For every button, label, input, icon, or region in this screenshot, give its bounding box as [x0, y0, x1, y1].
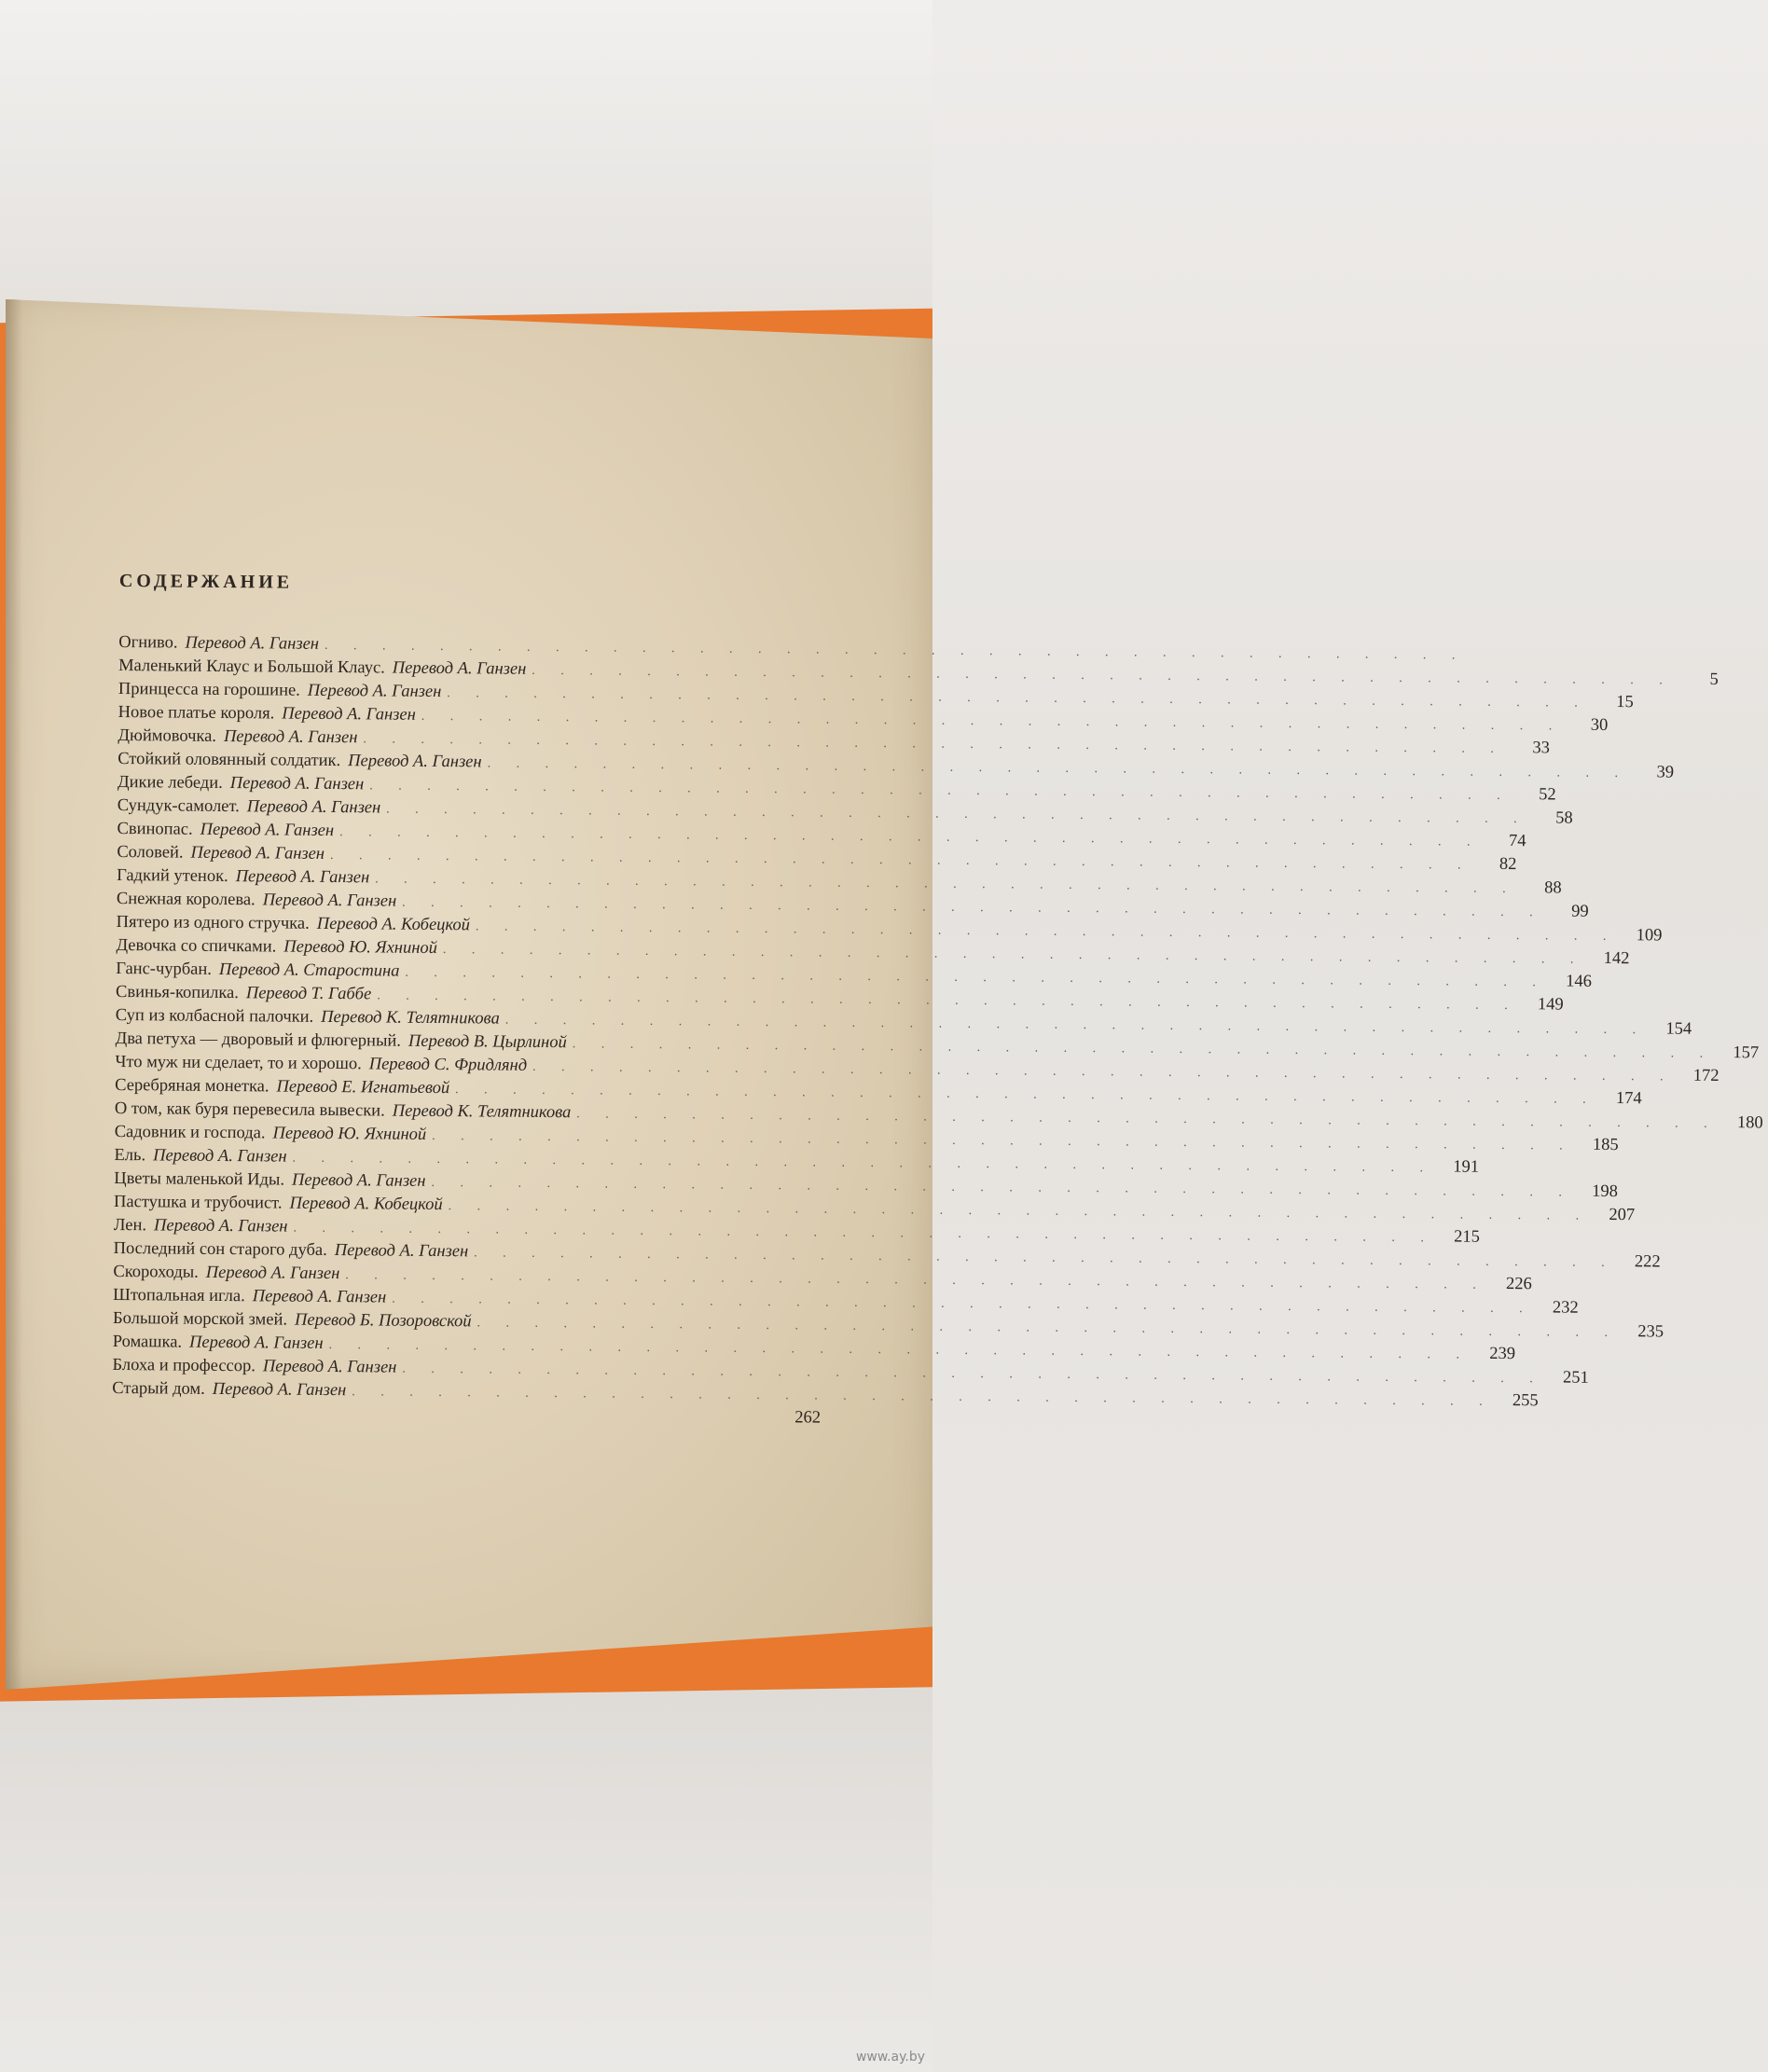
- toc-entry-title: Цветы маленькой Иды.: [114, 1168, 285, 1190]
- toc-entry-translator: Перевод К. Телятникова: [392, 1101, 572, 1123]
- table-surface-top: [0, 0, 932, 336]
- toc-entry-translator: Перевод А. Ганзен: [185, 633, 320, 654]
- toc-entry-title: Пастушка и трубочист.: [114, 1192, 283, 1213]
- toc-leader-dots: . . . . . . . . . . . . . . . . . . . . . . . . . . . . . . . . . . . . . . . .: [504, 1013, 1648, 1038]
- toc-entry-page: 255: [1512, 1391, 1539, 1411]
- toc-entry-translator: Перевод А. Ганзен: [229, 774, 365, 794]
- toc-entry-page: 74: [1508, 832, 1526, 851]
- toc-entry-title: Садовник и господа.: [114, 1122, 266, 1143]
- toc-entry-translator: Перевод А. Ганзен: [153, 1146, 287, 1167]
- toc-leader-dots: . . . . . . . . . . . . . . . . . . . . . . . . . . . . . . . . . . . . . . . .: [375, 872, 1517, 897]
- toc-entry-translator: Перевод А. Старостина: [218, 960, 400, 981]
- toc-leader-dots: . . . . . . . . . . . . . . . . . . . . . . . . . . . . . . . . . . . . . . . .: [339, 825, 1482, 850]
- toc-entry-title: Соловей.: [117, 842, 184, 863]
- toc-leader-dots: . . . . . . . . . . . . . . . . . . . . . . . . . . . . . . . . . . . . . . . .: [475, 919, 1618, 945]
- toc-entry-title: Пятеро из одного стручка.: [116, 912, 310, 933]
- toc-entry-title: Блоха и профессор.: [112, 1355, 256, 1376]
- toc-entry-title: Серебряная монетка.: [115, 1075, 269, 1097]
- watermark: www.ay.by: [855, 2050, 925, 2065]
- table-of-contents: [112, 571, 1763, 1432]
- toc-entry-title: Суп из колбасной палочки.: [115, 1005, 314, 1027]
- toc-entry-page: 232: [1552, 1298, 1579, 1318]
- toc-leader-dots: . . . . . . . . . . . . . . . . . . . . . . . . . . . . . . . . . . . . . . . .: [474, 1246, 1616, 1271]
- toc-entry-translator: Перевод В. Цырлиной: [407, 1031, 567, 1053]
- toc-entry-page: 235: [1637, 1322, 1664, 1342]
- toc-leader-dots: . . . . . . . . . . . . . . . . . . . . . . . . . . . . . . . . . . . . . . . .: [532, 663, 1674, 688]
- toc-entry-translator: Перевод А. Ганзен: [262, 891, 397, 911]
- toc-leader-dots: . . . . . . . . . . . . . . . . . . . . . . . . . . . . . . . . . . . . . . . .: [576, 1107, 1719, 1131]
- toc-entry-title: Сундук-самолет.: [117, 795, 240, 817]
- toc-entry-title: Новое платье короля.: [117, 702, 275, 724]
- toc-leader-dots: . . . . . . . . . . . . . . . . . . . . . . . . . . . . . . . . . . . . . . . .: [386, 802, 1528, 827]
- toc-entry-translator: Перевод Е. Игнатьевой: [276, 1077, 450, 1098]
- toc-leader-dots: . . . . . . . . . . . . . . . . . . . . . . . . . . . . . . . . . . . . . . . .: [402, 1361, 1544, 1387]
- toc-leader-dots: . . . . . . . . . . . . . . . . . . . . . . . . . . . . . . . . . . . . . . . .: [392, 1292, 1534, 1317]
- toc-entry-page: 30: [1590, 715, 1609, 735]
- toc-entry-translator: Перевод А. Ганзен: [291, 1170, 426, 1191]
- toc-entry-page: 185: [1592, 1135, 1619, 1155]
- toc-entry-title: Принцесса на горошине.: [117, 679, 300, 700]
- toc-entry-title: Лен.: [113, 1215, 147, 1236]
- toc-entry-translator: Перевод А. Ганзен: [153, 1216, 288, 1236]
- toc-entry-translator: Перевод А. Ганзен: [334, 1241, 469, 1262]
- toc-entry-title: Дикие лебеди.: [117, 772, 223, 793]
- toc-entry-page: 5: [1709, 670, 1719, 689]
- toc-entry-translator: Перевод Ю. Яхниной: [283, 937, 438, 958]
- toc-entry-translator: Перевод А. Ганзен: [212, 1379, 347, 1401]
- toc-entry-title: Девочка со спичками.: [116, 935, 277, 957]
- toc-entry-page: 222: [1634, 1252, 1661, 1272]
- toc-leader-dots: [125, 1416, 776, 1422]
- toc-leader-dots: . . . . . . . . . . . . . . . . . . . . . . . . . . . . . . . . . . . . . . . .: [363, 732, 1505, 756]
- toc-entry-title: Огниво.: [118, 632, 178, 653]
- toc-leader-dots: . . . . . . . . . . . . . . . . . . . . . . . . . . . . . . . . . . . . . . . .: [432, 1128, 1574, 1153]
- toc-entry-page: 33: [1532, 739, 1550, 758]
- toc-entry-page: 146: [1566, 972, 1593, 991]
- toc-entry-page: 88: [1544, 878, 1562, 898]
- toc-leader-dots: . . . . . . . . . . . . . . . . . . . . . . . . . . . . . . . . . . . . . . . .: [405, 965, 1547, 990]
- toc-entry-translator: Перевод А. Ганзен: [262, 1357, 397, 1377]
- toc-entry-page: 174: [1615, 1089, 1642, 1109]
- toc-entry-page: 172: [1692, 1066, 1720, 1085]
- toc-entry-title: О том, как буря перевесила вывески.: [114, 1098, 385, 1121]
- toc-entry-translator: Перевод А. Ганзен: [205, 1263, 340, 1284]
- toc-entry-title: Гадкий утенок.: [117, 865, 228, 887]
- toc-entry-translator: Перевод А. Ганзен: [190, 843, 325, 863]
- toc-entry-page: 109: [1636, 926, 1663, 946]
- toc-leader-dots: . . . . . . . . . . . . . . . . . . . . . . . . . . . . . . . . . . . . . . . .: [328, 1337, 1471, 1362]
- toc-entry-translator: Перевод Ю. Яхниной: [272, 1124, 427, 1144]
- toc-entry-translator: Перевод А. Ганзен: [307, 681, 442, 702]
- table-surface-bottom: [0, 1669, 932, 2072]
- toc-entry-translator: Перевод Т. Габбе: [245, 984, 372, 1004]
- toc-entry-title: Два петуха — дворовый и флюгерный.: [115, 1029, 402, 1051]
- toc-leader-dots: . . . . . . . . . . . . . . . . . . . . . . . . . . . . . . . . . . . . . . . .: [431, 1175, 1574, 1200]
- toc-leader-dots: . . . . . . . . . . . . . . . . . . . . . . . . . . . . . . . . . . . . . . . .: [447, 686, 1589, 711]
- toc-list: [112, 632, 1763, 1432]
- toc-leader-dots: . . . . . . . . . . . . . . . . . . . . . . . . . . . . . . . . . . . . . . . .: [402, 895, 1544, 920]
- toc-entry-page: 191: [1453, 1157, 1480, 1177]
- toc-entry-translator: Перевод А. Ганзен: [246, 797, 381, 818]
- toc-entry-title: Дюймовочка.: [117, 725, 217, 746]
- toc-entry-page: 207: [1609, 1205, 1636, 1225]
- toc-entry-translator: Перевод А. Кобецкой: [316, 914, 471, 935]
- toc-entry-page: 52: [1539, 785, 1556, 805]
- toc-entry-title: Свинья-копилка.: [115, 982, 239, 1003]
- toc-entry-translator: Перевод А. Ганзен: [189, 1333, 324, 1353]
- toc-entry-translator: Перевод С. Фридлянд: [368, 1055, 528, 1075]
- toc-entry-page: 58: [1555, 808, 1573, 828]
- toc-entry-translator: Перевод Б. Позоровской: [294, 1310, 472, 1332]
- toc-entry-title: Снежная королева.: [116, 889, 256, 910]
- toc-leader-dots: . . . . . . . . . . . . . . . . . . . . . . . . . . . . . . . . . . . . . . . .: [532, 1059, 1675, 1084]
- toc-entry-title: Что муж ни сделает, то и хорошо.: [115, 1052, 362, 1074]
- toc-leader-dots: . . . . . . . . . . . . . . . . . . . . . . . . . . . . . . . . . . . . . . . .: [421, 709, 1564, 734]
- toc-entry-title: Старый дом.: [112, 1378, 205, 1399]
- toc-entry-title: Ромашка.: [112, 1332, 183, 1352]
- toc-entry-translator: Перевод А. Кобецкой: [289, 1194, 443, 1215]
- toc-entry-translator: Перевод А. Ганзен: [392, 658, 527, 679]
- toc-entry-title: Скороходы.: [113, 1262, 199, 1282]
- toc-entry-translator: Перевод А. Ганзен: [348, 752, 482, 772]
- toc-leader-dots: . . . . . . . . . . . . . . . . . . . . . . . . . . . . . . . . . . . . . . . .: [292, 1151, 1435, 1176]
- toc-heading: СОДЕРЖАНИЕ: [118, 571, 294, 593]
- toc-entry-page: 198: [1592, 1181, 1619, 1202]
- toc-entry-title: Ель.: [114, 1145, 146, 1166]
- toc-leader-dots: . . . . . . . . . . . . . . . . . . . . . . . . . . . . . . . . . . . . . . . .: [345, 1268, 1487, 1292]
- toc-leader-dots: . . . . . . . . . . . . . . . . . . . . . . . . . . . . . . . . . . . . . . . .: [455, 1083, 1597, 1107]
- toc-entry-page: 226: [1505, 1275, 1532, 1294]
- toc-entry-page: 82: [1499, 854, 1517, 875]
- toc-leader-dots: . . . . . . . . . . . . . . . . . . . . . . . . . . . . . . . . . . . . . . . .: [329, 848, 1472, 873]
- toc-entry-page: 239: [1489, 1344, 1516, 1364]
- toc-entry-translator: Перевод А. Ганзен: [235, 867, 370, 888]
- toc-leader-dots: . . . . . . . . . . . . . . . . . . . . . . . . . . . . . . . . . . . . . . . .: [487, 756, 1630, 781]
- toc-entry-translator: Перевод А. Ганзен: [200, 820, 335, 841]
- toc-leader-dots: . . . . . . . . . . . . . . . . . . . . . . . . . . . . . . . . . . . . . . . .: [477, 1316, 1620, 1341]
- page-gutter-shadow: [6, 291, 22, 1690]
- toc-entry-page: 39: [1656, 763, 1675, 782]
- toc-entry-page: 180: [1736, 1113, 1763, 1133]
- toc-entry-title: Большой морской змей.: [112, 1308, 288, 1330]
- toc-leader-dots: . . . . . . . . . . . . . . . . . . . . . . . . . . . . . . . . . . . . . . . .: [442, 943, 1585, 967]
- toc-entry-title: Свинопас.: [117, 819, 193, 839]
- toc-leader-dots: . . . . . . . . . . . . . . . . . . . . . . . . . . . . . . . . . . . . . . . .: [352, 1385, 1494, 1409]
- toc-entry-title: Ганс-чурбан.: [116, 959, 213, 979]
- toc-entry-title: Стойкий оловянный солдатик.: [117, 749, 341, 771]
- toc-leader-dots: . . . . . . . . . . . . . . . . . . . . . . . . . . . . . . . . . . . . . . . .: [293, 1221, 1436, 1246]
- toc-leader-dots: . . . . . . . . . . . . . . . . . . . . . . . . . . . . . . . . . . . . . . . .: [572, 1037, 1715, 1061]
- toc-entry-title: Штопальная игла.: [113, 1285, 245, 1306]
- toc-entry-page: 142: [1603, 948, 1630, 969]
- toc-entry-page: 215: [1454, 1227, 1481, 1247]
- toc-leader-dots: . . . . . . . . . . . . . . . . . . . . . . . . . . . . . . . . . . . . . . . .: [448, 1199, 1591, 1223]
- toc-entry-translator: Перевод К. Телятникова: [321, 1007, 500, 1029]
- toc-entry-page: 251: [1563, 1368, 1589, 1388]
- toc-entry-page: 99: [1571, 902, 1589, 921]
- toc-entry-page: 157: [1733, 1043, 1760, 1063]
- toc-entry-translator: Перевод А. Ганзен: [223, 726, 358, 748]
- toc-leader-dots: . . . . . . . . . . . . . . . . . . . . . . . . . . . . . . . . . . . . . . . .: [377, 988, 1519, 1014]
- toc-entry-title: Последний сон старого дуба.: [113, 1238, 327, 1260]
- toc-entry-translator: Перевод А. Ганзен: [252, 1287, 387, 1307]
- toc-leader-dots: . . . . . . . . . . . . . . . . . . . . . . . . . . . . . . . . . . . . . . . .: [369, 779, 1512, 804]
- toc-leader-dots: . . . . . . . . . . . . . . . . . . . . . . . . . . . . . . . . . . . . . . . .: [324, 638, 1467, 663]
- toc-entry-page: 15: [1616, 693, 1634, 712]
- toc-entry-title: Маленький Клаус и Большой Клаус.: [118, 656, 385, 678]
- toc-entry-page: 154: [1665, 1019, 1692, 1039]
- toc-entry-translator: Перевод А. Ганзен: [282, 704, 416, 725]
- toc-entry-page: 149: [1537, 995, 1564, 1015]
- toc-entry-page: 262: [794, 1408, 822, 1428]
